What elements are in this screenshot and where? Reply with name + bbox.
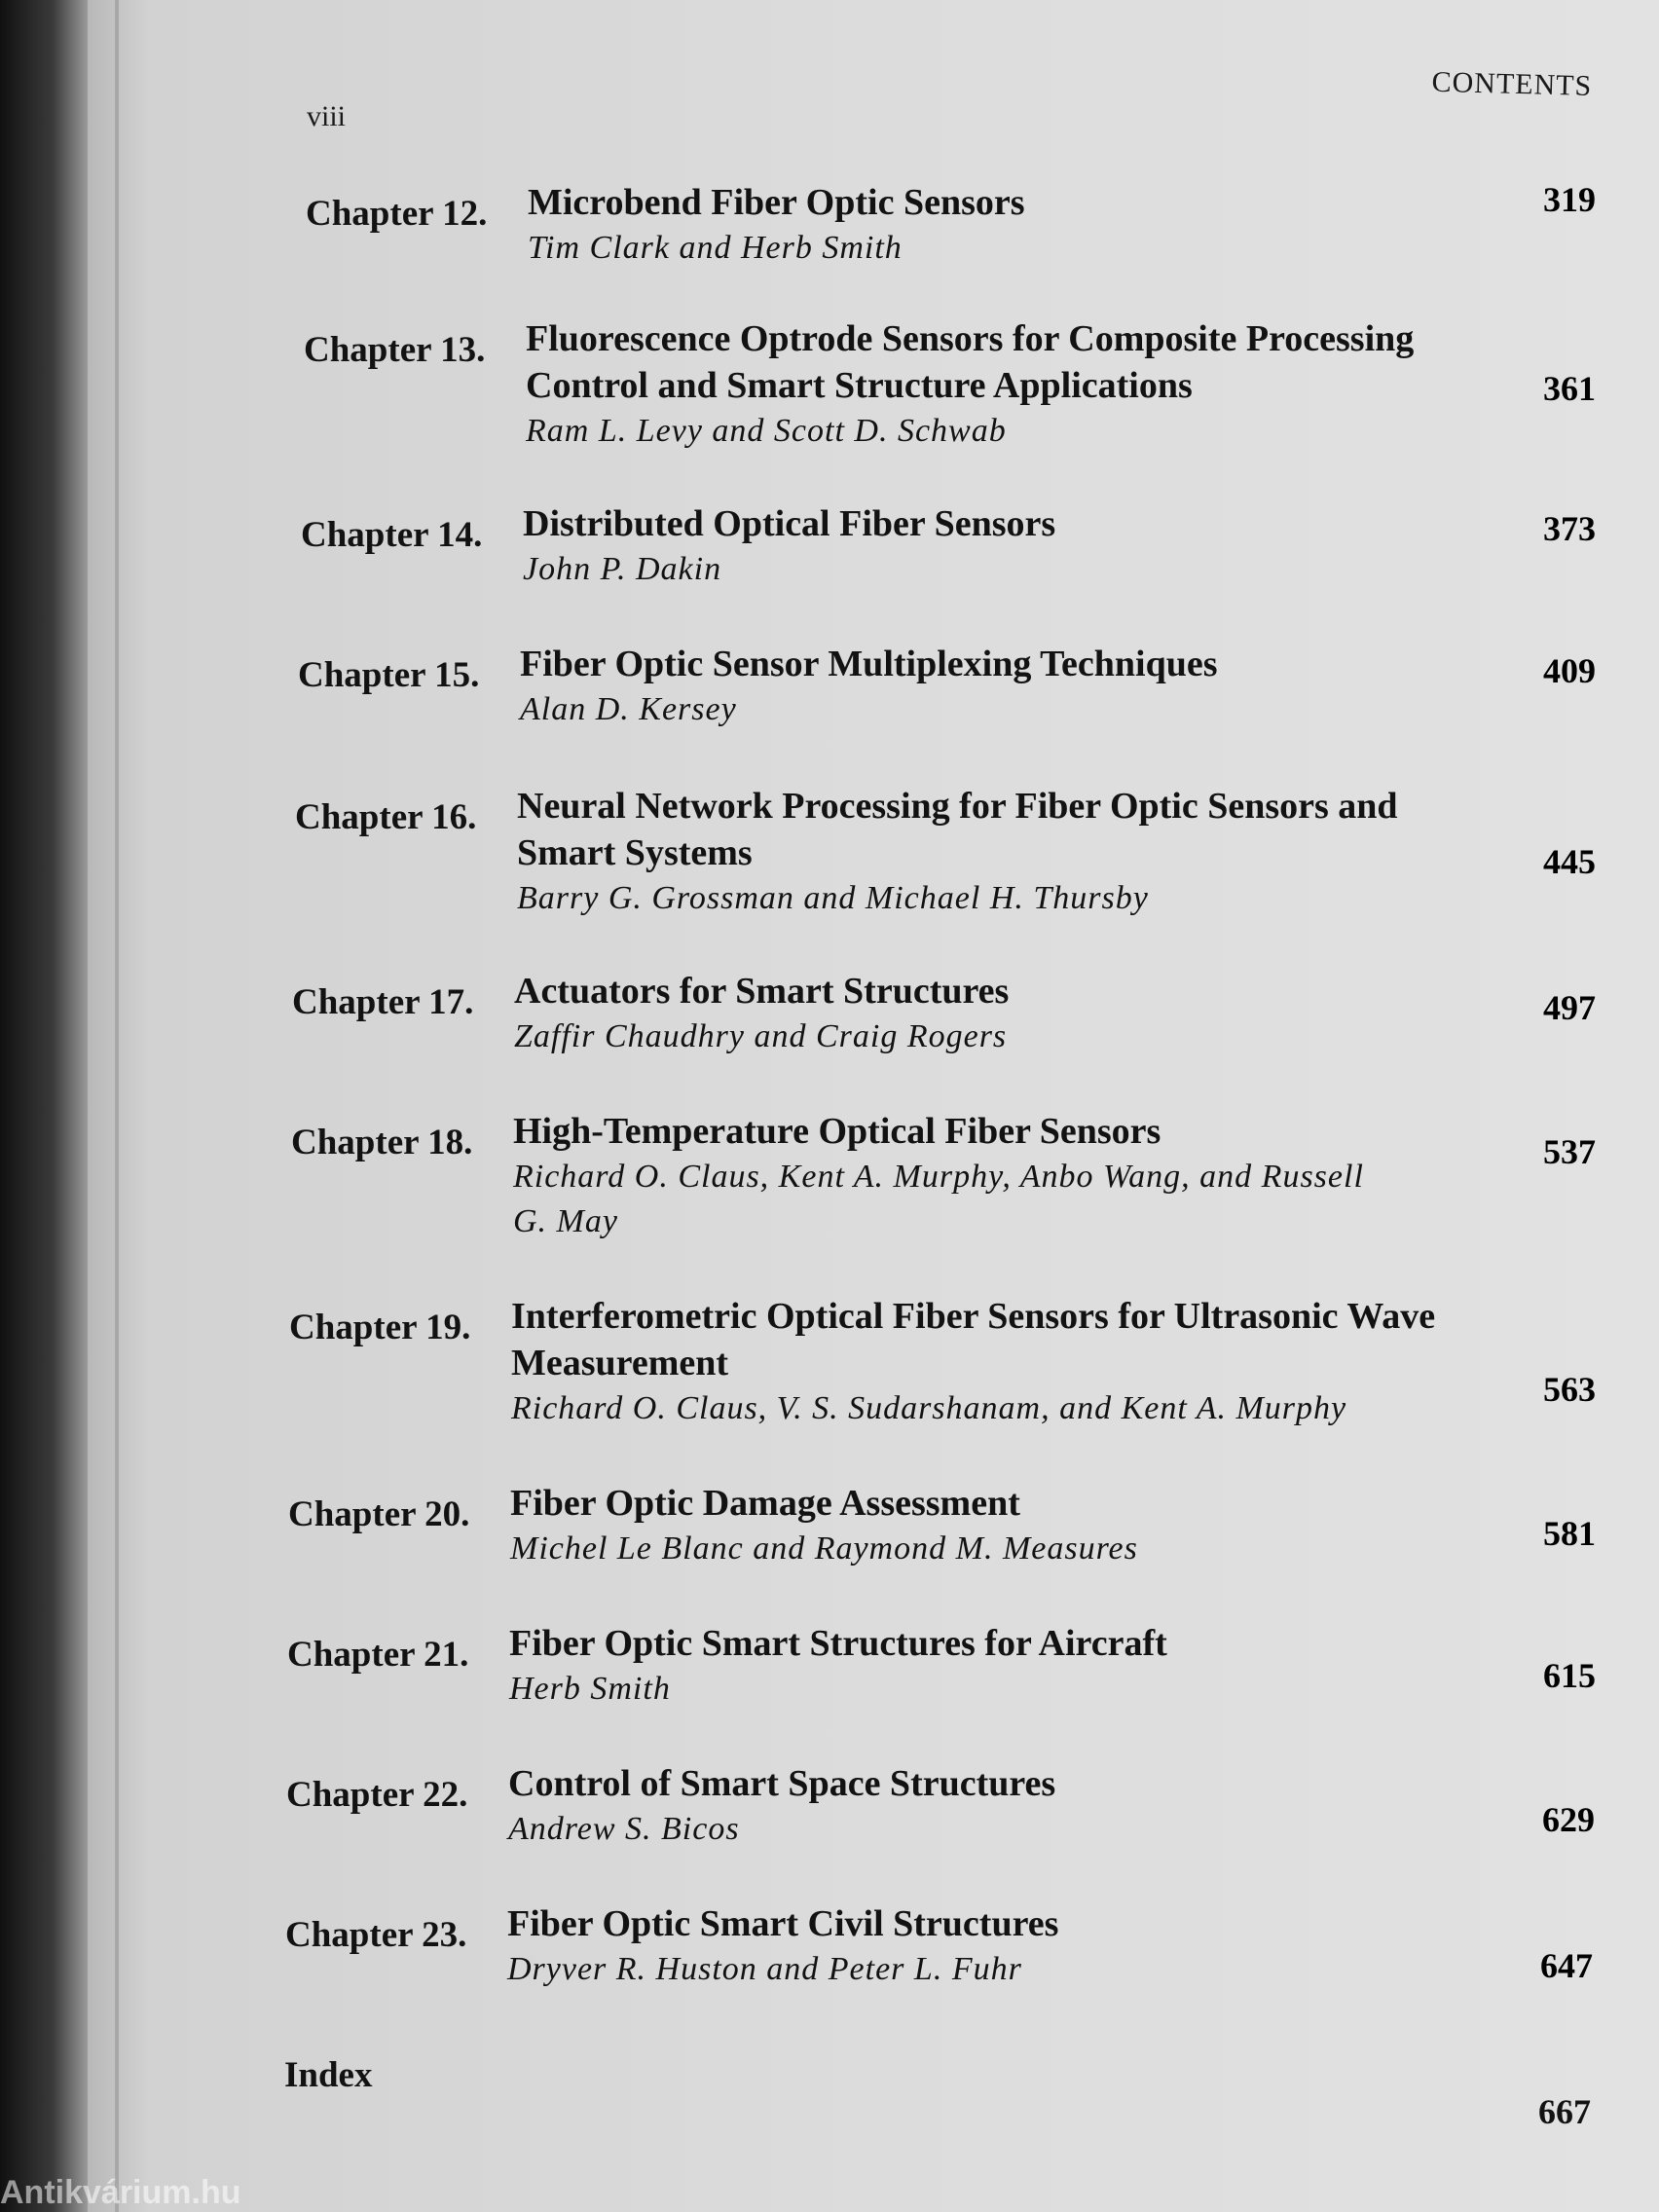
chapter-title: [511, 1293, 1446, 1431]
chapter-title-text: Actuators for Smart Structures: [514, 971, 1010, 1012]
chapter-title: [510, 1480, 1464, 1571]
chapter-title: [517, 783, 1452, 921]
chapter-number: Chapter 20.: [288, 1494, 470, 1534]
chapter-number: Chapter 17.: [292, 982, 474, 1022]
chapter-title-text: Fiber Optic Damage Assessment: [510, 1483, 1020, 1524]
chapter-title: [528, 179, 1482, 271]
chapter-number: Chapter 22.: [286, 1775, 468, 1815]
chapter-title: [509, 1620, 1463, 1712]
chapter-number: Chapter 21.: [287, 1635, 469, 1675]
chapter-number: Chapter 15.: [298, 655, 480, 695]
chapter-number: Chapter 16.: [295, 797, 477, 837]
chapter-page-number: 537: [1543, 1132, 1596, 1171]
chapter-title-text: Fiber Optic Smart Structures for Aircraft: [509, 1623, 1167, 1664]
chapter-authors: Herb Smith: [509, 1671, 671, 1707]
chapter-title: [520, 641, 1474, 732]
chapter-title: [513, 1108, 1370, 1244]
chapter-page-number: 361: [1543, 369, 1596, 408]
chapter-page-number: 409: [1543, 651, 1596, 690]
chapter-authors: Alan D. Kersey: [520, 691, 737, 727]
chapter-page-number: 497: [1543, 988, 1596, 1027]
chapter-authors: Tim Clark and Herb Smith: [528, 230, 903, 266]
chapter-number: Chapter 19.: [289, 1308, 471, 1347]
chapter-page-number: 445: [1543, 842, 1596, 881]
chapter-page-number: 647: [1540, 1946, 1593, 1985]
chapter-authors: Michel Le Blanc and Raymond M. Measures: [510, 1530, 1138, 1567]
chapter-title-text: Distributed Optical Fiber Sensors: [523, 503, 1056, 544]
chapter-number: Chapter 14.: [301, 515, 483, 555]
chapter-title: [507, 1900, 1461, 1992]
chapter-title: [526, 315, 1499, 454]
chapter-page-number: 615: [1543, 1656, 1596, 1695]
chapter-authors: Richard O. Claus, Kent A. Murphy, Anbo Wang, and Russell G. May: [513, 1159, 1364, 1239]
chapter-title-text: Neural Network Processing for Fiber Optic Sensors and Smart Systems: [517, 786, 1398, 873]
chapter-title: [508, 1760, 1462, 1852]
chapter-title: [523, 500, 1477, 592]
chapter-number: Chapter 18.: [291, 1123, 473, 1162]
chapter-title-text: Microbend Fiber Optic Sensors: [528, 182, 1025, 223]
watermark: Antikvárium.hu: [0, 2174, 241, 2211]
index-label: Index: [284, 2055, 373, 2095]
chapter-page-number: 373: [1543, 509, 1596, 548]
chapter-title-text: Fluorescence Optrode Sensors for Composite Processing Control and Smart Structure Applications: [526, 318, 1415, 406]
chapter-page-number: 581: [1543, 1514, 1596, 1553]
running-head: CONTENTS: [1431, 65, 1593, 102]
chapter-authors: Dryver R. Huston and Peter L. Fuhr: [507, 1951, 1022, 1987]
chapter-authors: John P. Dakin: [523, 551, 722, 587]
chapter-page-number: 563: [1543, 1370, 1596, 1409]
chapter-number: Chapter 12.: [306, 194, 488, 234]
index-page-number: 667: [1538, 2092, 1591, 2131]
chapter-title-text: Fiber Optic Smart Civil Structures: [507, 1903, 1059, 1944]
chapter-page-number: 629: [1542, 1800, 1595, 1839]
chapter-authors: Richard O. Claus, V. S. Sudarshanam, and Kent A. Murphy: [511, 1390, 1347, 1426]
chapter-title-text: Interferometric Optical Fiber Sensors for Ultrasonic Wave Measurement: [511, 1296, 1436, 1383]
chapter-title: [514, 968, 1468, 1059]
chapter-title-text: Control of Smart Space Structures: [508, 1763, 1056, 1804]
chapter-authors: Barry G. Grossman and Michael H. Thursby: [517, 880, 1149, 916]
chapter-number: Chapter 23.: [285, 1915, 467, 1955]
chapter-authors: Ram L. Levy and Scott D. Schwab: [526, 413, 1007, 449]
chapter-title-text: Fiber Optic Sensor Multiplexing Techniques: [520, 644, 1218, 684]
chapter-authors: Andrew S. Bicos: [508, 1811, 740, 1847]
chapter-number: Chapter 13.: [304, 330, 486, 370]
chapter-title-text: High-Temperature Optical Fiber Sensors: [513, 1111, 1161, 1152]
page-folio: viii: [307, 100, 347, 132]
chapter-page-number: 319: [1543, 180, 1596, 219]
chapter-authors: Zaffir Chaudhry and Craig Rogers: [514, 1018, 1008, 1054]
